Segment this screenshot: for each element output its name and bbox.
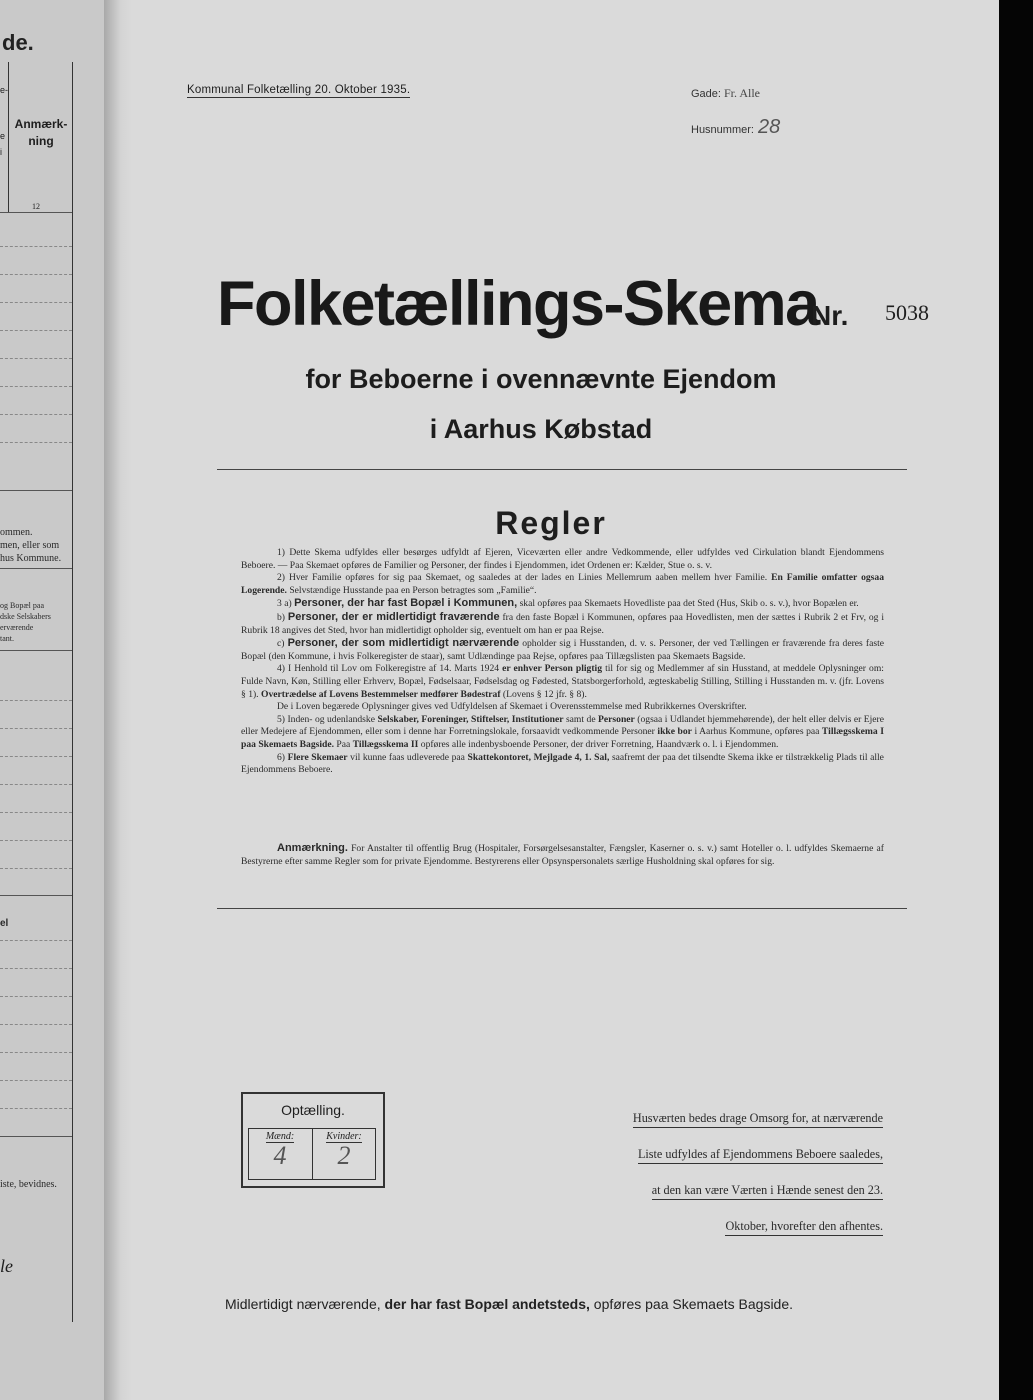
street-value: Fr. Alle [723, 86, 760, 100]
left-page-rule [0, 784, 72, 785]
form-number-value: 5038 [885, 300, 929, 325]
men-count-cell [249, 1129, 311, 1179]
left-page-rule [0, 868, 72, 869]
left-page-rule [0, 442, 72, 443]
rule-3c: c) Personer, der som midlertidigt nærværende opholder sig i Husstanden, d. v. s. Personer, der ved Tællingen er fraværende fra deres faste Bopæl (den Kommune, i hvis Folkeregister de staar), samt Udlændinge paa Rejse, opføres paa Tillægslisten paa Skemaets Bagside. [241, 637, 884, 662]
rules-body [241, 547, 884, 777]
remark-text: For Anstalter til offentlig Brug (Hospitaler, Forsørgelsesanstalter, Fængsler, Kaserner o. s. v.) samt Hoteller o. l. udfyldes Skemaerne af Bestyrerne efter samme Regler som for private Ejendomme. Bestyrerens eller Opsynspersonalets særlige Husholdning skal opføres for sig. [241, 843, 884, 867]
left-page-note-line: erværende [0, 623, 34, 632]
left-page-rule [0, 728, 72, 729]
rule-3a: 3 a) Personer, der har fast Bopæl i Kommunen, skal opføres paa Skemaets Hovedliste paa det Sted (Hus, Skib o. s. v.), hvor Bopælen er. [277, 597, 859, 610]
form-subtitle-location: i Aarhus Købstad [429, 414, 653, 444]
left-page-rule [0, 1024, 72, 1025]
landlord-line: Husværten bedes drage Omsorg for, at nærværende [633, 1111, 883, 1128]
left-page-rule [0, 568, 72, 569]
rule-5: 5) Inden- og udenlandske Selskaber, Foreninger, Stiftelser, Institutioner samt de Personer (ogsaa i Udlandet hjemmehørende), der helt eller delvis er Ejere eller Medejere af Ejendommen, eller som i denne har Forretningslokale, forsaavidt vedkommende Personer ikke bor i Aarhus Kommune, opføres paa Tillægsskema I paa Skemaets Bagside. Paa Tillægsskema II opføres alle indenbysboende Personer, der driver Forretning, Haandværk o. l. i Ejendommen. [241, 713, 884, 750]
count-title: Optælling. [281, 1102, 345, 1118]
landlord-line: Oktober, hvorefter den afhentes. [725, 1219, 883, 1236]
left-page-rule [0, 756, 72, 757]
section-divider [217, 469, 907, 470]
left-page-rule [0, 330, 72, 331]
left-page-rule [0, 386, 72, 387]
left-page-rule [0, 996, 72, 997]
footer-note: Midlertidigt nærværende, der har fast Bopæl andetsteds, opføres paa Skemaets Bagside. [225, 1296, 794, 1312]
left-page-rule [0, 895, 72, 896]
left-page-rule [0, 246, 72, 247]
women-count-value: 2 [337, 1141, 351, 1170]
house-number-value: 28 [757, 116, 781, 138]
section-divider [217, 908, 907, 909]
rule-6: 6) Flere Skemaer vil kunne faas udleverede paa Skattekontoret, Mejlgade 4, 1. Sal, saafremt der paa det tilsendte Skema ikke er tilstrækkelig Plads til alle Ejendommens Beboere. [241, 751, 884, 776]
left-page-rule [0, 490, 72, 491]
left-page-fragment: i [0, 147, 2, 157]
left-page-column-number: 12 [32, 202, 40, 211]
rule-4: 4) I Henhold til Lov om Folkeregistre af 14. Marts 1924 er enhver Person pligtig til for sig og Medlemmer af sin Husstand, at meddele Oplysninger om: Fulde Navn, Køn, Stilling eller Erhverv, Bopæl, Fødselsaar, Fødselsdag og Fødested, Statsborgerforhold, ægteskabelig Stilling, Stilling i Husstanden m. v. (jfr. Lovens § 1). Overtrædelse af Lovens Bestemmelser medfører Bødestraf (Lovens § 12 jfr. § 8). [241, 663, 884, 700]
left-page-rule [0, 302, 72, 303]
left-page-rule [0, 1052, 72, 1053]
left-page-rule [0, 414, 72, 415]
left-page-rule [0, 358, 72, 359]
landlord-line: Liste udfyldes af Ejendommens Beboere saaledes, [638, 1147, 883, 1164]
form-number-label: Nr. [811, 300, 849, 331]
left-page-bottom-text: iste, bevidnes. [0, 1179, 57, 1190]
left-page-rule [0, 274, 72, 275]
left-page-note-line: og Bopæl paa [0, 601, 44, 610]
remark-heading: Anmærkning. [277, 842, 348, 854]
street-label: Gade: [691, 88, 721, 100]
left-page-note-line: dske Selskabers [0, 612, 51, 621]
left-facing-page [0, 0, 104, 1400]
left-page-rule [0, 812, 72, 813]
left-page-note-line: tant. [0, 634, 14, 643]
street-field [691, 86, 760, 101]
left-page-rule [0, 940, 72, 941]
left-page-rule [0, 1080, 72, 1081]
landlord-line: at den kan være Værten i Hænde senest den 23. [652, 1183, 883, 1200]
left-page-rule [0, 1136, 72, 1137]
left-page-fragment: e [0, 131, 6, 141]
left-page-grid [0, 62, 73, 1322]
rule-4-continued: De i Loven begærede Oplysninger gives ved Udfyldelsen af Skemaet i Overensstemmelse med Rubrikkernes Overskrifter. [277, 701, 747, 713]
count-box [241, 1092, 385, 1188]
rules-heading: Regler [495, 505, 607, 541]
left-page-rule [0, 212, 72, 213]
census-form-page [131, 0, 999, 1400]
men-label: Mænd: [265, 1131, 295, 1142]
form-title: Folketællings-Skema [217, 269, 819, 339]
left-page-rule [0, 650, 72, 651]
rule-1: 1) Dette Skema udfyldes eller besørges udfyldt af Ejeren, Viceværten eller andre Vedkommende, eller udfyldes ved Cirkulation blandt Ejendommens Beboere. — Paa Skemaet opføres de Familier og Personer, der findes i Ejendommen, idet Ordenen er: Kælder, Stue o. s. v. [241, 547, 884, 571]
left-page-title: de. [2, 30, 34, 55]
left-page-rule [0, 968, 72, 969]
rule-2: 2) Hver Familie opføres for sig paa Skemaet, og saaledes at der lades en Linies Mellemrum aaben mellem hver Familie. En Familie omfatter ogsaa Logerende. Selvstændige Husstande paa en Person betragtes som „Familie“. [241, 572, 884, 596]
left-page-side-label: el [0, 918, 9, 929]
left-page-rule [0, 840, 72, 841]
men-count-value: 4 [273, 1141, 287, 1170]
count-table [248, 1128, 376, 1180]
women-count-cell [312, 1129, 375, 1179]
left-page-column-header: Anmærk-ning [14, 117, 68, 148]
women-label: Kvinder: [326, 1131, 362, 1142]
left-page-note-line: men, eller som [0, 540, 60, 551]
remark-paragraph [241, 842, 884, 868]
house-number-field [691, 116, 780, 139]
census-header-line: Kommunal Folketælling 20. Oktober 1935. [187, 84, 411, 96]
left-page-signature: le [0, 1256, 13, 1276]
left-page-note-line: hus Kommune. [0, 553, 62, 564]
left-page-fragment: e- [0, 85, 9, 95]
rule-3b: b) Personer, der er midlertidigt fraværende fra den faste Bopæl i Kommunen, opføres paa Hovedlisten, men der sættes i Rubrik 2 et Frv, og i Rubrik 18 angives det Sted, hvor han midlertidigt opholder sig, eventuelt om han er paa Rejse. [241, 610, 885, 636]
left-page-rule [0, 700, 72, 701]
book-gutter [104, 0, 132, 1400]
left-page-note-line: ommen. [0, 527, 33, 538]
form-subtitle: for Beboerne i ovennævnte Ejendom [305, 364, 777, 394]
left-page-rule [0, 1108, 72, 1109]
house-number-label: Husnummer: [691, 124, 754, 136]
landlord-instructions [541, 1100, 883, 1244]
